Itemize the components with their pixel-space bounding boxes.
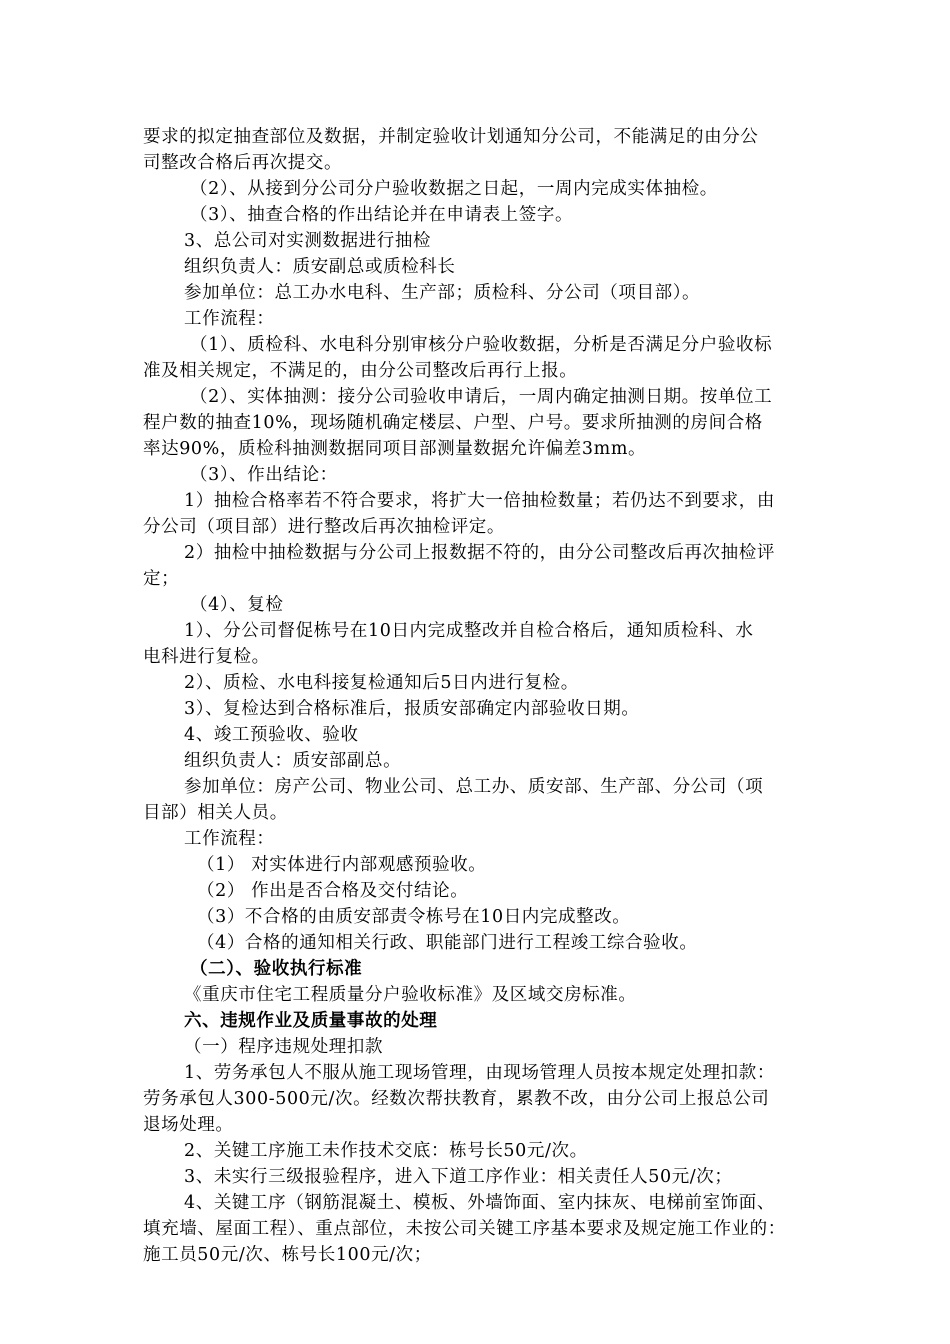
text-line: （3）、抽查合格的作出结论并在申请表上签字。 [190, 205, 574, 225]
text-line: 工作流程： [184, 309, 275, 329]
subsection-heading: （一）程序违规处理扣款 [184, 1037, 384, 1057]
text-line: （2）、实体抽测：接分公司验收申请后，一周内确定抽测日期。按单位工 [190, 387, 773, 407]
text-line: 4、关键工序（钢筋混凝土、模板、外墙饰面、室内抹灰、电梯前室饰面、 [184, 1193, 775, 1213]
section-heading: （二）、验收执行标准 [190, 959, 363, 979]
text-line: 组织负责人：质安部副总。 [184, 751, 402, 771]
text-line: 1）、分公司督促栋号在10日内完成整改并自检合格后，通知质检科、水 [184, 621, 754, 641]
text-line: 2、关键工序施工未作技术交底：栋号长50元/次。 [184, 1141, 588, 1161]
text-line: 目部）相关人员。 [143, 803, 288, 823]
text-line: （1）、质检科、水电科分别审核分户验收数据，分析是否满足分户验收标 [190, 335, 773, 355]
text-line: 1、劳务承包人不服从施工现场管理，由现场管理人员按本规定处理扣款： [184, 1063, 775, 1083]
text-line: 参加单位：房产公司、物业公司、总工办、质安部、生产部、分公司（项 [184, 777, 764, 797]
text-line: 参加单位：总工办水电科、生产部；质检科、分公司（项目部）。 [184, 283, 701, 303]
text-line: 2）抽检中抽检数据与分公司上报数据不符的，由分公司整改后再次抽检评 [184, 543, 775, 563]
text-line: 1）抽检合格率若不符合要求，将扩大一倍抽检数量；若仍达不到要求，由 [184, 491, 775, 511]
text-line: （3）、作出结论： [190, 465, 338, 485]
text-line: 要求的拟定抽查部位及数据，并制定验收计划通知分公司，不能满足的由分公 [143, 127, 759, 147]
text-line: 电科进行复检。 [143, 647, 270, 667]
section-heading: 六、违规作业及质量事故的处理 [184, 1011, 438, 1031]
text-line: 程户数的抽查10%，现场随机确定楼层、户型、户号。要求所抽测的房间合格 [143, 413, 763, 433]
text-line: （2） 作出是否合格及交付结论。 [197, 881, 469, 901]
text-line: 《重庆市住宅工程质量分户验收标准》及区域交房标准。 [184, 985, 637, 1005]
text-line: 定； [143, 569, 180, 589]
text-line: 分公司（项目部）进行整改后再次抽检评定。 [143, 517, 505, 537]
text-line: （4）合格的通知相关行政、职能部门进行工程竣工综合验收。 [197, 933, 698, 953]
text-line: （1） 对实体进行内部观感预验收。 [197, 855, 487, 875]
text-line: 率达90%，质检科抽测数据同项目部测量数据允许偏差3mm。 [143, 439, 647, 459]
text-line: 3、未实行三级报验程序，进入下道工序作业：相关责任人50元/次； [184, 1167, 733, 1187]
text-line: 3）、复检达到合格标准后，报质安部确定内部验收日期。 [184, 699, 640, 719]
text-line: 组织负责人：质安副总或质检科长 [184, 257, 456, 277]
text-line: （3）不合格的由质安部责令栋号在10日内完成整改。 [197, 907, 631, 927]
text-line: 填充墙、屋面工程）、重点部位，未按公司关键工序基本要求及规定施工作业的： [143, 1219, 786, 1239]
text-line: 劳务承包人300-500元/次。经数次帮扶教育，累教不改，由分公司上报总公司 [143, 1089, 770, 1109]
text-line: 退场处理。 [143, 1115, 234, 1135]
text-line: 施工员50元/次、栋号长100元/次； [143, 1245, 432, 1265]
text-line: （4）、复检 [190, 595, 284, 615]
text-line: 4、竣工预验收、验收 [184, 725, 359, 745]
text-line: 工作流程： [184, 829, 275, 849]
text-line: 3、总公司对实测数据进行抽检 [184, 231, 432, 251]
text-line: 2）、质检、水电科接复检通知后5日内进行复检。 [184, 673, 579, 693]
text-line: 准及相关规定，不满足的，由分公司整改后再行上报。 [143, 361, 578, 381]
text-line: 司整改合格后再次提交。 [143, 153, 343, 173]
text-line: （2）、从接到分公司分户验收数据之日起，一周内完成实体抽检。 [190, 179, 718, 199]
